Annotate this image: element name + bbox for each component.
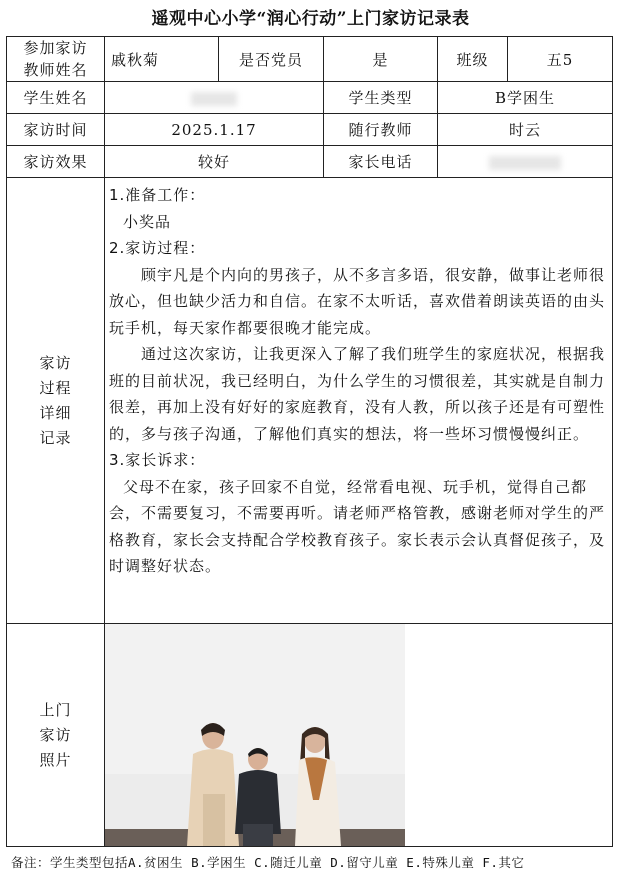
party-member-value: 是 xyxy=(324,37,438,82)
prep-content: 小奖品 xyxy=(123,212,172,231)
student-type-label: 学生类型 xyxy=(324,82,438,114)
visit-effect-value: 较好 xyxy=(105,146,324,178)
form-row-teacher xyxy=(7,37,613,82)
escort-teacher-label: 随行教师 xyxy=(324,114,438,146)
form-row-process xyxy=(7,178,613,624)
student-name-value xyxy=(105,82,324,114)
redacted-phone xyxy=(489,156,561,170)
visit-time-label: 家访时间 xyxy=(7,114,105,146)
party-member-label: 是否党员 xyxy=(219,37,324,82)
parent-phone-value xyxy=(438,146,613,178)
teacher-name-label: 参加家访 教师姓名 xyxy=(7,37,105,82)
redacted-name xyxy=(191,92,237,106)
form-row-time xyxy=(7,114,613,146)
form-row-effect xyxy=(7,146,613,178)
visit-effect-label: 家访效果 xyxy=(7,146,105,178)
home-visit-photo xyxy=(105,624,405,846)
process-label: 家访 过程 详细 记录 xyxy=(7,178,105,624)
class-value: 五5 xyxy=(508,37,613,82)
home-visit-form xyxy=(6,36,613,847)
process-content xyxy=(105,178,613,624)
appeal-heading: 3.家长诉求： xyxy=(109,451,206,469)
visit-paragraph-2: 通过这次家访，让我更深入了解了我们班学生的家庭状况，根据我班的目前状况，我已经明白，为什么学生的习惯很差，其实就是自制力很差，再加上没有好好的家庭教育，没有人教，所以孩子还是有可塑性的，多与孩子沟通，了解他们真实的想法，将一些坏习惯慢慢纠正。 xyxy=(109,345,606,443)
visit-paragraph-1: 顾宇凡是个内向的男孩子，从不多言多语，很安静，做事让老师很放心，但也缺少活力和自信。在家不太听话，喜欢借着朗读英语的由头玩手机，每天家作都要很晚才能完成。 xyxy=(109,265,606,337)
photo-cell xyxy=(105,624,613,847)
escort-teacher-value: 时云 xyxy=(438,114,613,146)
parent-phone-label: 家长电话 xyxy=(324,146,438,178)
class-label: 班级 xyxy=(438,37,508,82)
visit-heading: 2.家访过程： xyxy=(109,239,206,257)
prep-heading: 1.准备工作： xyxy=(109,186,206,204)
form-row-student xyxy=(7,82,613,114)
form-title: 遥观中心小学“润心行动”上门家访记录表 xyxy=(151,9,470,29)
visit-time-value: 2025.1.17 xyxy=(105,114,324,146)
appeal-content: 父母不在家，孩子回家不自觉，经常看电视、玩手机，觉得自己都会，不需要复习，不需要再听。请老师严格管教，感谢老师对学生的严格教育，家长会支持配合学校教育孩子。家长表示会认真督促孩子，及时调整好状态。 xyxy=(109,477,606,575)
photo-label: 上门 家访 照片 xyxy=(7,624,105,847)
student-type-value: B学困生 xyxy=(438,82,613,114)
teacher-name-value: 戚秋菊 xyxy=(105,37,219,82)
student-name-label: 学生姓名 xyxy=(7,82,105,114)
form-row-photo xyxy=(7,624,613,847)
footnote: 备注：学生类型包括A.贫困生 B.学困生 C.随迁儿童 D.留守儿童 E.特殊儿童 F.其它 xyxy=(11,855,525,870)
